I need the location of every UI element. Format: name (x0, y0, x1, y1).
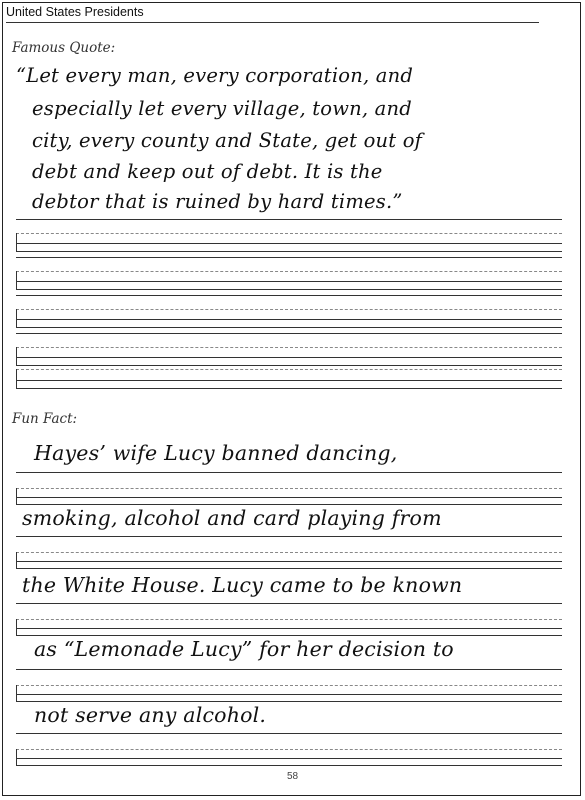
fact-line-3: the White House. Lucy came to be known (22, 573, 463, 597)
fact-line-5: not serve any alcohol. (34, 703, 267, 727)
quote-practice-line-1 (16, 219, 562, 253)
quote-practice-line-4 (16, 333, 562, 367)
quote-practice-line-3 (16, 295, 562, 329)
fact-practice-line-4 (16, 669, 562, 703)
fact-line-1: Hayes’ wife Lucy banned dancing, (34, 441, 398, 465)
fact-practice-line-1 (16, 472, 562, 506)
quote-line-1: “Let every man, every corporation, and (16, 64, 414, 87)
header-rule (6, 22, 539, 23)
quote-line-3: city, every county and State, get out of (32, 129, 423, 152)
page-number: 58 (286, 771, 299, 782)
quote-line-2: especially let every village, town, and (32, 97, 412, 120)
quote-practice-line-2 (16, 257, 562, 291)
fun-fact-label: Fun Fact: (12, 411, 78, 427)
fact-practice-line-2 (16, 536, 562, 570)
page-header-title: United States Presidents (6, 5, 144, 19)
quote-label: Famous Quote: (12, 40, 116, 56)
quote-line-4: debt and keep out of debt. It is the (32, 160, 383, 183)
fact-line-4: as “Lemonade Lucy” for her decision to (34, 637, 454, 661)
fact-practice-line-5 (16, 733, 562, 767)
quote-line-5: debtor that is ruined by hard times.” (32, 190, 403, 213)
quote-practice-line-5 (16, 369, 562, 391)
fact-line-2: smoking, alcohol and card playing from (22, 506, 442, 530)
fact-practice-line-3 (16, 603, 562, 637)
